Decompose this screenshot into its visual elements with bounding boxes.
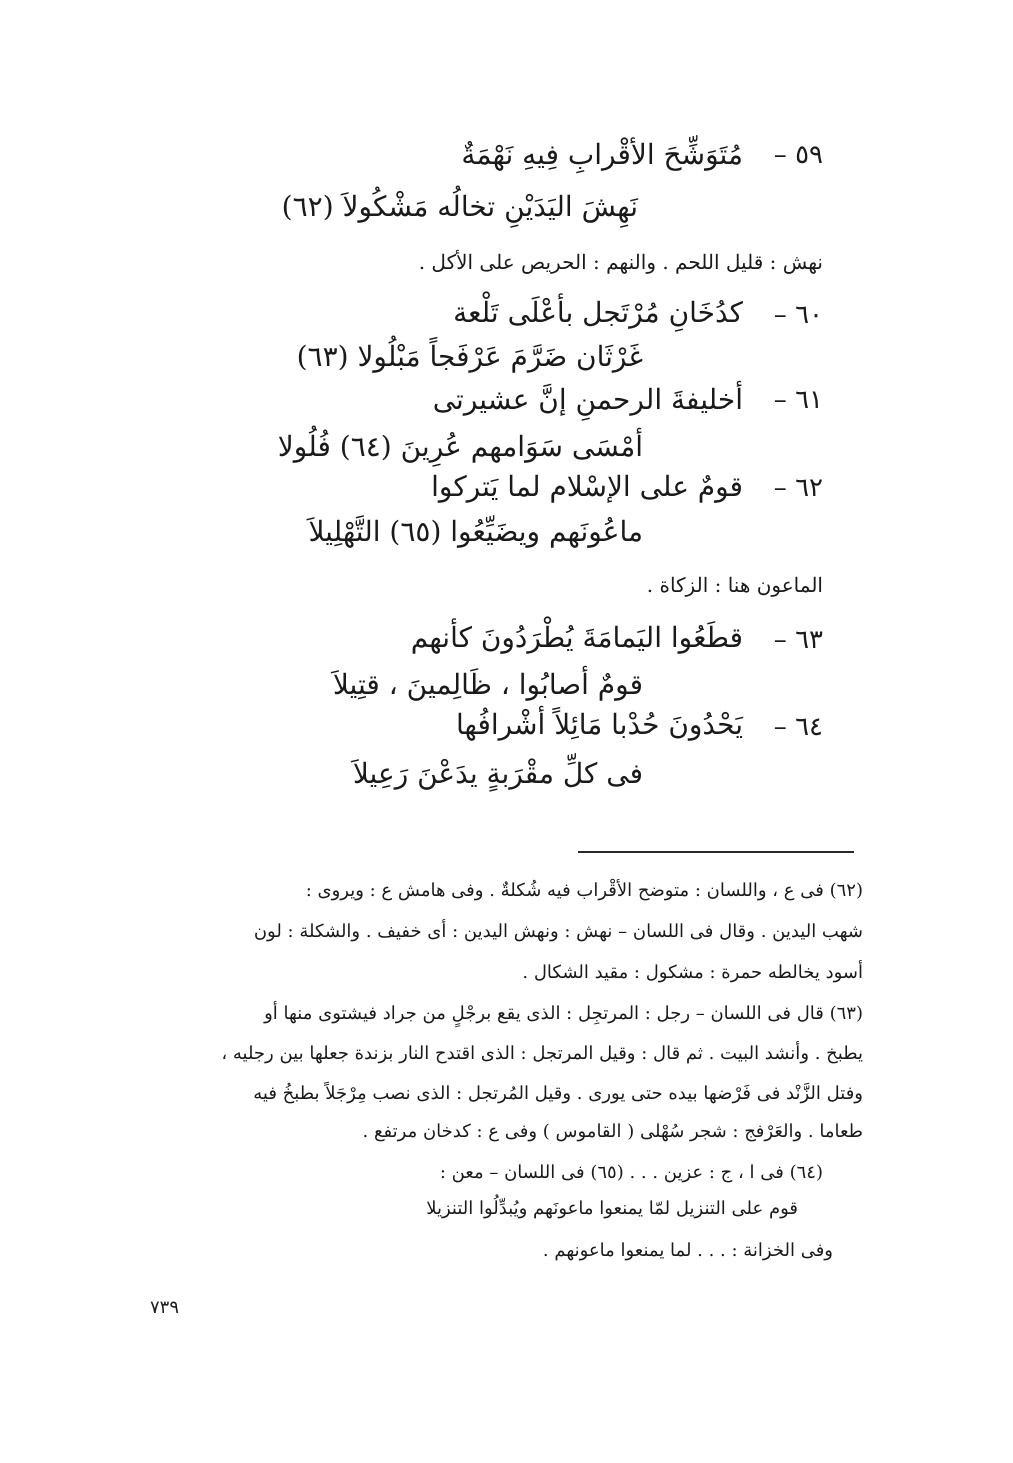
verse-second-hemistich: نَهِشَ اليَدَيْنِ تخالُه مَشْكُولاَ (٦٢) [281, 190, 638, 223]
gloss-line: الماعون هنا : الزكاة . [646, 573, 823, 597]
verse-first-hemistich: مُتَوَشِّحَ الأقْرابِ فِيهِ نَهْمَةٌ [461, 138, 743, 171]
footnote-line: (٦٢) فى ع ، واللسان : متوضح الأقْراب فيه شُكلةٌ . وفى هامش ع : ويروى : [305, 880, 863, 901]
verse-second-hemistich: ماعُونَهم ويضَيِّعُوا (٦٥) التَّهْلِيلاَ [308, 515, 643, 548]
footnote-line: أسود يخالطه حمرة : مشكول : مقيد الشكال . [522, 962, 863, 983]
footnote-line: طعاما . والعَرْفج : شجر سُهْلى ( القاموس ) وفى ع : كدخان مرتفع . [362, 1121, 863, 1142]
footnote-line: (٦٣) قال فى اللسان – رجل : المرتجِل : الذى يقع برجْلٍ من جراد فيشتوى منها أو [264, 1003, 863, 1024]
verse-number: ٦١ – [773, 385, 823, 415]
verse-second-hemistich: فى كلِّ مقْرَبةٍ يدَعْنَ رَعِيلاَ [352, 757, 643, 790]
verse-second-hemistich: غَرْثَان ضَرَّمَ عَرْفَجاً مَبْلُولا (٦٣) [296, 340, 643, 373]
footnote-line: وفى الخزانة : . . . لما يمنعوا ماعونهم . [542, 1240, 833, 1261]
verse-number: ٦٢ – [773, 473, 823, 503]
verse-first-hemistich: يَحْدُونَ حُدْبا مَائِلاً أشْرافُها [456, 708, 743, 741]
verse-first-hemistich: قطَعُوا اليَمامَةَ يُطْرَدُونَ كأنهم [410, 621, 743, 654]
footnote-line: يطبخ . وأنشد البيت . ثم قال : وقيل المرتجل : الذى اقتدح النار بزندة جعلها بين رجليه ، [221, 1043, 863, 1064]
verse-number: ٥٩ – [773, 140, 823, 170]
footnote-verse: قوم على التنزيل لمّا يمنعوا ماعونَهم ويُبدِّلُوا التنزيلا [426, 1198, 798, 1219]
page-number: ٧٣٩ [150, 1297, 180, 1318]
verse-first-hemistich: قومٌ على الإسْلام لما يَتركوا [431, 470, 743, 503]
footnote-line: شهب اليدين . وقال فى اللسان – نهش : ونهش اليدين : أى خفيف . والشكلة : لون [253, 921, 863, 942]
verse-second-hemistich: قومٌ أصابُوا ، ظَالِمينَ ، قتِيلاَ [332, 668, 643, 701]
footnote-line: وفتل الزَّنْد فى فَرْضها بيده حتى يورى . وقيل المُرتجل : الذى نصب مِرْجَلاً بطبخُ فيه [253, 1083, 863, 1104]
verse-number: ٦٤ – [773, 712, 823, 742]
verse-first-hemistich: كدُخَانِ مُرْتَجل بأعْلَى تَلْعة [453, 296, 743, 329]
verse-number: ٦٣ – [773, 625, 823, 655]
verse-first-hemistich: أخليفةَ الرحمنِ إنَّ عشيرتى [432, 383, 743, 416]
gloss-line: نهش : قليل اللحم . والنهم : الحريص على الأكل . [418, 250, 823, 274]
footnote-line: (٦٤) فى ا ، ج : عزين . . . (٦٥) فى اللسان – معن : [439, 1162, 823, 1183]
verse-second-hemistich: أمْسَى سَوَامهم عُرِينَ (٦٤) فُلُولا [277, 430, 643, 463]
verse-number: ٦٠ – [773, 300, 823, 330]
footnote-divider [578, 851, 854, 853]
